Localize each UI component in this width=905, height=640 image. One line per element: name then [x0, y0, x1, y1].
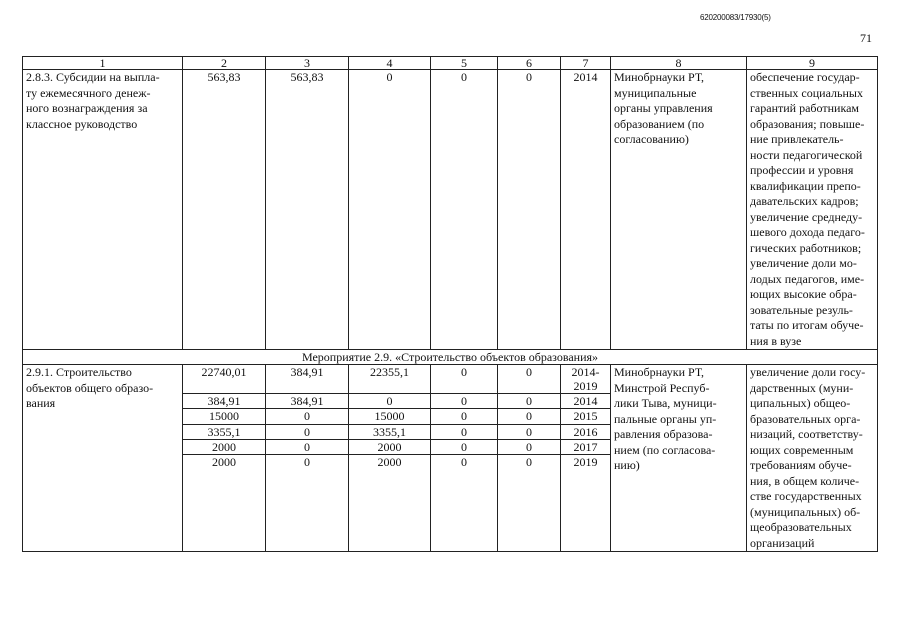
cell-col6: 0	[498, 394, 561, 409]
cell-year: 2015	[561, 409, 611, 424]
column-header-row	[23, 57, 878, 70]
cell-col5: 0	[431, 70, 498, 350]
col-header-7: 7	[561, 57, 611, 70]
cell-col4: 2000	[349, 454, 431, 551]
cell-total: 2000	[183, 439, 266, 454]
cell-total: 563,83	[183, 70, 266, 350]
cell-col4: 0	[349, 70, 431, 350]
cell-col3: 384,91	[266, 365, 349, 394]
cell-total: 384,91	[183, 394, 266, 409]
table-row	[23, 70, 878, 350]
activity-name: 2.8.3. Субсидии на выпла- ту ежемесячного денеж- ного вознаграждения за классное руководство	[23, 70, 183, 350]
cell-col6: 0	[498, 70, 561, 350]
executor-cell: Минобрнауки РТ, муниципальные органы управления образованием (по согласованию)	[611, 70, 747, 350]
section-row	[23, 350, 878, 365]
cell-total: 3355,1	[183, 424, 266, 439]
col-header-5: 5	[431, 57, 498, 70]
cell-col3: 384,91	[266, 394, 349, 409]
cell-col4: 2000	[349, 439, 431, 454]
cell-col3: 0	[266, 424, 349, 439]
cell-col6: 0	[498, 439, 561, 454]
table-row	[23, 365, 878, 394]
cell-year: 2016	[561, 424, 611, 439]
cell-total: 15000	[183, 409, 266, 424]
col-header-3: 3	[266, 57, 349, 70]
cell-col5: 0	[431, 439, 498, 454]
cell-col4: 3355,1	[349, 424, 431, 439]
result-cell: увеличение доли госу- дарственных (муни- ципальных) общео- бразовательных орга- низаций, соответству- ющих современным требованиям обуче- ния, в общем количе- стве государственных (муниципальных) об- щеобразовательных организаций	[747, 365, 878, 552]
cell-col6: 0	[498, 365, 561, 394]
cell-year: 2019	[561, 454, 611, 551]
activity-name: 2.9.1. Строительство объектов общего образо- вания	[23, 365, 183, 552]
cell-year: 2014	[561, 394, 611, 409]
cell-col3: 0	[266, 454, 349, 551]
cell-col3: 0	[266, 439, 349, 454]
section-title: Мероприятие 2.9. «Строительство объектов образования»	[23, 350, 878, 365]
executor-cell: Минобрнауки РТ, Минстрой Респуб- лики Тыва, муници- пальные органы уп- равления образова- нием (по согласова- нию)	[611, 365, 747, 552]
col-header-9: 9	[747, 57, 878, 70]
cell-col5: 0	[431, 365, 498, 394]
col-header-1: 1	[23, 57, 183, 70]
cell-year: 2014	[561, 70, 611, 350]
cell-col4: 22355,1	[349, 365, 431, 394]
cell-col3: 563,83	[266, 70, 349, 350]
result-cell: обеспечение государ- ственных социальных гарантий работникам образования; повыше- ние привлекатель- ности педагогической профессии и уровня квалификации препо- давательских кадров; увеличение среднеду- шевого дохода педаго- гических работников; увеличение доли мо- лодых педагогов, име- ющих высокие обра- зовательные резуль- таты по итогам обуче- ния в вузе	[747, 70, 878, 350]
cell-col6: 0	[498, 454, 561, 551]
cell-col4: 15000	[349, 409, 431, 424]
cell-col5: 0	[431, 424, 498, 439]
cell-year: 2014- 2019	[561, 365, 611, 394]
col-header-8: 8	[611, 57, 747, 70]
document-id: 620200083/17930(5)	[700, 13, 771, 22]
cell-col6: 0	[498, 409, 561, 424]
col-header-4: 4	[349, 57, 431, 70]
page-number: 71	[860, 31, 872, 45]
program-table	[22, 56, 878, 552]
cell-col5: 0	[431, 394, 498, 409]
cell-total: 2000	[183, 454, 266, 551]
cell-col6: 0	[498, 424, 561, 439]
cell-total: 22740,01	[183, 365, 266, 394]
cell-col3: 0	[266, 409, 349, 424]
cell-year: 2017	[561, 439, 611, 454]
cell-col4: 0	[349, 394, 431, 409]
cell-col5: 0	[431, 409, 498, 424]
col-header-2: 2	[183, 57, 266, 70]
cell-col5: 0	[431, 454, 498, 551]
col-header-6: 6	[498, 57, 561, 70]
